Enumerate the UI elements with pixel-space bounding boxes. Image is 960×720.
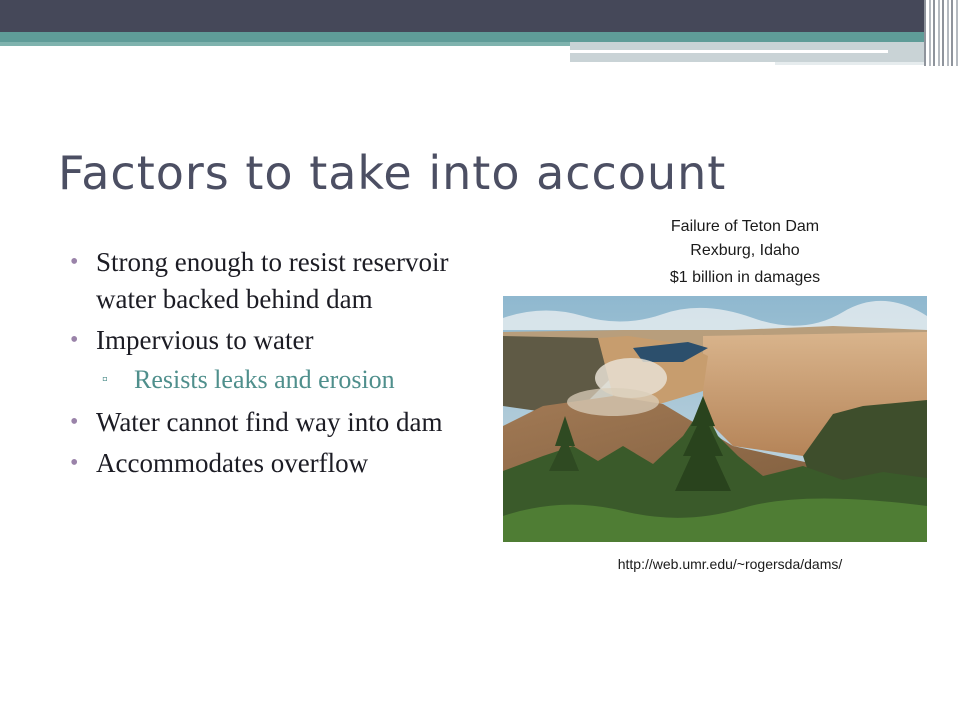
bullet-marker: • xyxy=(70,249,79,275)
teton-dam-photo xyxy=(503,296,927,542)
photo-spray-2 xyxy=(567,388,659,416)
sub-bullet-text: Resists leaks and erosion xyxy=(134,365,395,394)
header-bar-teal xyxy=(0,32,960,42)
caption-line-3: $1 billion in damages xyxy=(669,269,821,286)
header-stripes xyxy=(924,0,960,66)
bullet-text: Strong enough to resist reservoir water backed behind dam xyxy=(96,247,449,314)
sub-bullet-item xyxy=(70,361,470,398)
sub-bullet-marker: ▫ xyxy=(102,371,108,388)
bullet-item xyxy=(70,322,470,359)
bullet-marker: • xyxy=(70,450,79,476)
source-url: http://web.umr.edu/~rogersda/dams/ xyxy=(617,556,843,572)
bullet-text: Impervious to water xyxy=(96,325,314,355)
bullet-item xyxy=(70,445,470,482)
bullet-item xyxy=(70,244,470,318)
slide-title: Factors to take into account xyxy=(58,146,727,200)
header-bar-dark xyxy=(0,0,960,32)
bullet-text: Accommodates overflow xyxy=(96,448,369,478)
bullet-list xyxy=(70,244,470,484)
caption-line-2: Rexburg, Idaho xyxy=(690,242,800,259)
header-line-white xyxy=(570,50,888,53)
bullet-marker: • xyxy=(70,327,79,353)
header-bar-teal-thin xyxy=(0,42,570,46)
caption-line-1: Failure of Teton Dam xyxy=(670,218,820,235)
bullet-marker: • xyxy=(70,409,79,435)
bullet-item xyxy=(70,404,470,441)
bullet-text: Water cannot find way into dam xyxy=(96,407,443,437)
